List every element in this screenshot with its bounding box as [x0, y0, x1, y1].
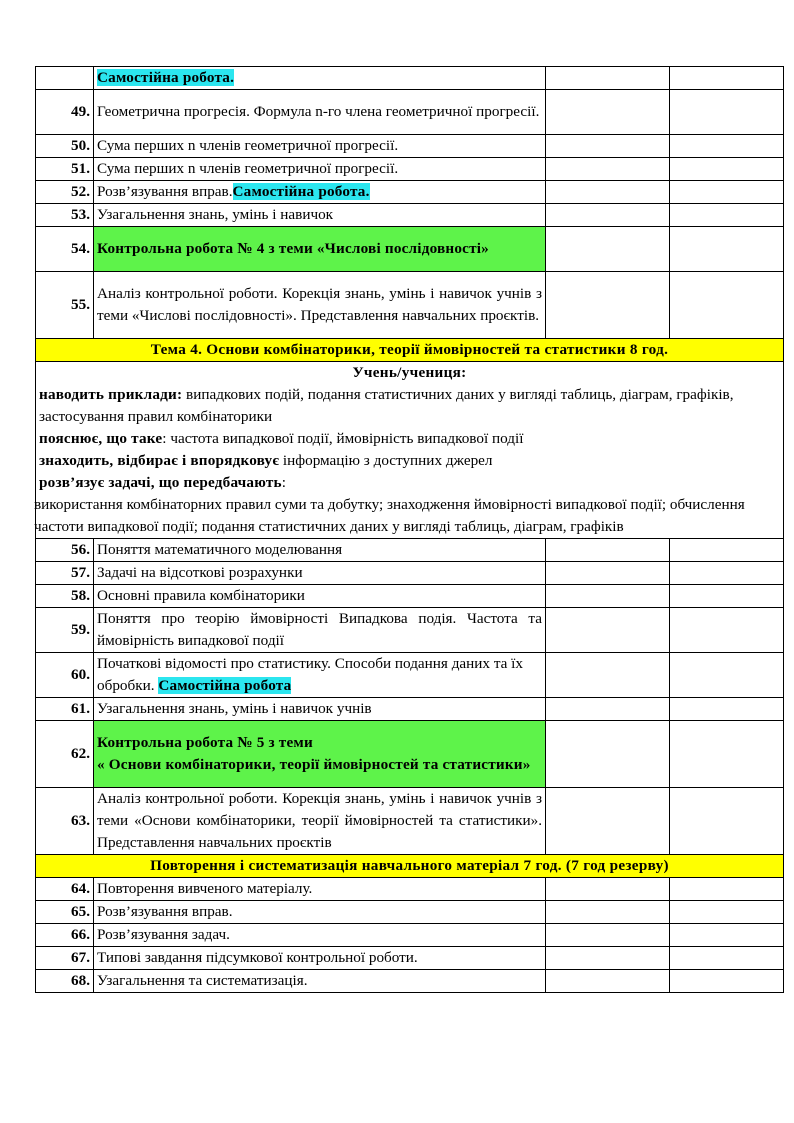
- independent-work-highlight: Самостійна робота.: [232, 183, 370, 200]
- table-row: [36, 539, 784, 562]
- table-row: [36, 878, 784, 901]
- lesson-number: 61.: [36, 698, 94, 721]
- note-cell[interactable]: [670, 878, 784, 901]
- lesson-number: 67.: [36, 947, 94, 970]
- outcomes-title: Учень/учениця:: [352, 364, 467, 381]
- lesson-number: 62.: [36, 721, 94, 788]
- date-cell[interactable]: [546, 272, 670, 339]
- table-row: [36, 227, 784, 272]
- outcome-verb: наводить приклади:: [39, 386, 183, 403]
- date-cell[interactable]: [546, 135, 670, 158]
- table-row: [36, 698, 784, 721]
- lesson-topic-text: Початкові відомості про статистику. Способи подання даних та їх обробки.: [97, 655, 523, 694]
- lesson-topic: Сума перших n членів геометричної прогресії.: [94, 135, 546, 158]
- outcome-line: [39, 384, 780, 428]
- table-row: [36, 67, 784, 90]
- date-cell[interactable]: [546, 181, 670, 204]
- section-header-row: [36, 855, 784, 878]
- outcome-line: [39, 450, 780, 472]
- table-row: [36, 204, 784, 227]
- note-cell[interactable]: [670, 539, 784, 562]
- note-cell[interactable]: [670, 181, 784, 204]
- date-cell[interactable]: [546, 585, 670, 608]
- lesson-topic: Аналіз контрольної роботи. Корекція знань, умінь і навичок учнів з теми «Основи комбінаторики, теорії ймовірностей та статистики». Представлення навчальних проєктів: [94, 788, 546, 855]
- outcome-verb: розв’язує задачі, що передбачають: [39, 474, 282, 491]
- note-cell[interactable]: [670, 67, 784, 90]
- outcomes-row: [36, 362, 784, 539]
- date-cell[interactable]: [546, 67, 670, 90]
- table-row: [36, 924, 784, 947]
- date-cell[interactable]: [546, 562, 670, 585]
- lesson-topic: Аналіз контрольної роботи. Корекція знань, умінь і навичок учнів з теми «Числові послідовності». Представлення навчальних проєктів.: [94, 272, 546, 339]
- lesson-topic: Поняття про теорію ймовірності Випадкова подія. Частота та ймовірність випадкової події: [94, 608, 546, 653]
- lesson-topic: Сума перших n членів геометричної прогресії.: [94, 158, 546, 181]
- lesson-topic: [94, 653, 546, 698]
- date-cell[interactable]: [546, 788, 670, 855]
- date-cell[interactable]: [546, 653, 670, 698]
- lesson-topic: Розв’язування задач.: [94, 924, 546, 947]
- date-cell[interactable]: [546, 608, 670, 653]
- outcome-verb: знаходить, відбирає і впорядковує: [39, 452, 280, 469]
- table-row: [36, 608, 784, 653]
- lesson-number: 63.: [36, 788, 94, 855]
- date-cell[interactable]: [546, 901, 670, 924]
- date-cell[interactable]: [546, 721, 670, 788]
- table-row: [36, 181, 784, 204]
- note-cell[interactable]: [670, 947, 784, 970]
- lesson-number: 64.: [36, 878, 94, 901]
- date-cell[interactable]: [546, 227, 670, 272]
- lesson-number: 49.: [36, 90, 94, 135]
- date-cell[interactable]: [546, 158, 670, 181]
- note-cell[interactable]: [670, 970, 784, 993]
- lesson-topic: Узагальнення знань, умінь і навичок: [94, 204, 546, 227]
- note-cell[interactable]: [670, 562, 784, 585]
- date-cell[interactable]: [546, 970, 670, 993]
- note-cell[interactable]: [670, 135, 784, 158]
- table-row: [36, 585, 784, 608]
- table-row: [36, 272, 784, 339]
- table-row: [36, 158, 784, 181]
- table-row: [36, 901, 784, 924]
- note-cell[interactable]: [670, 272, 784, 339]
- lesson-topic: Поняття математичного моделювання: [94, 539, 546, 562]
- note-cell[interactable]: [670, 608, 784, 653]
- lesson-number: 55.: [36, 272, 94, 339]
- note-cell[interactable]: [670, 227, 784, 272]
- note-cell[interactable]: [670, 901, 784, 924]
- table-row: [36, 970, 784, 993]
- section-header-row: [36, 339, 784, 362]
- table-row: [36, 721, 784, 788]
- table-row: [36, 788, 784, 855]
- outcome-text: інформацію з доступних джерел: [279, 452, 493, 469]
- lesson-plan-table: [35, 66, 784, 993]
- date-cell[interactable]: [546, 539, 670, 562]
- note-cell[interactable]: [670, 653, 784, 698]
- lesson-number: 50.: [36, 135, 94, 158]
- section-header: Тема 4. Основи комбінаторики, теорії ймовірностей та статистики 8 год.: [36, 339, 784, 362]
- lesson-topic: [94, 67, 546, 90]
- table-row: [36, 562, 784, 585]
- lesson-number: 56.: [36, 539, 94, 562]
- date-cell[interactable]: [546, 90, 670, 135]
- lesson-number: [36, 67, 94, 90]
- table-row: [36, 90, 784, 135]
- outcome-text: : частота випадкової події, ймовірність випадкової події: [162, 430, 524, 447]
- independent-work-highlight: Самостійна робота.: [97, 69, 235, 86]
- date-cell[interactable]: [546, 924, 670, 947]
- lesson-number: 53.: [36, 204, 94, 227]
- learning-outcomes: [36, 362, 784, 539]
- date-cell[interactable]: [546, 204, 670, 227]
- lesson-topic: Узагальнення та систематизація.: [94, 970, 546, 993]
- note-cell[interactable]: [670, 788, 784, 855]
- lesson-number: 57.: [36, 562, 94, 585]
- lesson-topic: Основні правила комбінаторики: [94, 585, 546, 608]
- lesson-topic: Узагальнення знань, умінь і навичок учнів: [94, 698, 546, 721]
- outcome-line: [39, 472, 780, 494]
- independent-work-highlight: Самостійна робота: [158, 677, 292, 694]
- lesson-number: 51.: [36, 158, 94, 181]
- outcome-verb: пояснює, що таке: [39, 430, 163, 447]
- lesson-topic-text: Розв’язування вправ.: [97, 183, 233, 200]
- lesson-number: 60.: [36, 653, 94, 698]
- lesson-topic: Повторення вивченого матеріалу.: [94, 878, 546, 901]
- outcome-details: використання комбінаторних правил суми та добутку; знаходження ймовірності випадкової події; обчислення частоти випадкової події; подання статистичних даних у вигляді таблиць, діаграм, графіків: [34, 496, 745, 535]
- table-row: [36, 653, 784, 698]
- table-row: [36, 135, 784, 158]
- lesson-number: 54.: [36, 227, 94, 272]
- date-cell[interactable]: [546, 878, 670, 901]
- lesson-number: 65.: [36, 901, 94, 924]
- test-topic: Контрольна робота № 4 з теми «Числові послідовності»: [94, 227, 546, 272]
- test-topic: [94, 721, 546, 788]
- table-row: [36, 947, 784, 970]
- note-cell[interactable]: [670, 585, 784, 608]
- date-cell[interactable]: [546, 698, 670, 721]
- lesson-topic: Задачі на відсоткові розрахунки: [94, 562, 546, 585]
- outcome-text: випадкових подій, подання статистичних даних у вигляді таблиць, діаграм, графіків, застосування правил комбінаторики: [39, 386, 734, 425]
- note-cell[interactable]: [670, 698, 784, 721]
- lesson-topic: Типові завдання підсумкової контрольної роботи.: [94, 947, 546, 970]
- test-topic-line: « Основи комбінаторики, теорії ймовірностей та статистики»: [97, 756, 531, 773]
- note-cell[interactable]: [670, 721, 784, 788]
- outcome-text: :: [281, 474, 286, 491]
- lesson-topic: [94, 181, 546, 204]
- lesson-number: 59.: [36, 608, 94, 653]
- lesson-number: 68.: [36, 970, 94, 993]
- lesson-number: 58.: [36, 585, 94, 608]
- note-cell[interactable]: [670, 90, 784, 135]
- note-cell[interactable]: [670, 924, 784, 947]
- outcome-line: [39, 428, 780, 450]
- date-cell[interactable]: [546, 947, 670, 970]
- lesson-number: 52.: [36, 181, 94, 204]
- lesson-topic: Геометрична прогресія. Формула n-го члена геометричної прогресії.: [94, 90, 546, 135]
- note-cell[interactable]: [670, 158, 784, 181]
- note-cell[interactable]: [670, 204, 784, 227]
- section-header: Повторення і систематизація навчального матеріал 7 год. (7 год резерву): [36, 855, 784, 878]
- lesson-number: 66.: [36, 924, 94, 947]
- lesson-topic: Розв’язування вправ.: [94, 901, 546, 924]
- test-topic-line: Контрольна робота № 5 з теми: [97, 734, 313, 751]
